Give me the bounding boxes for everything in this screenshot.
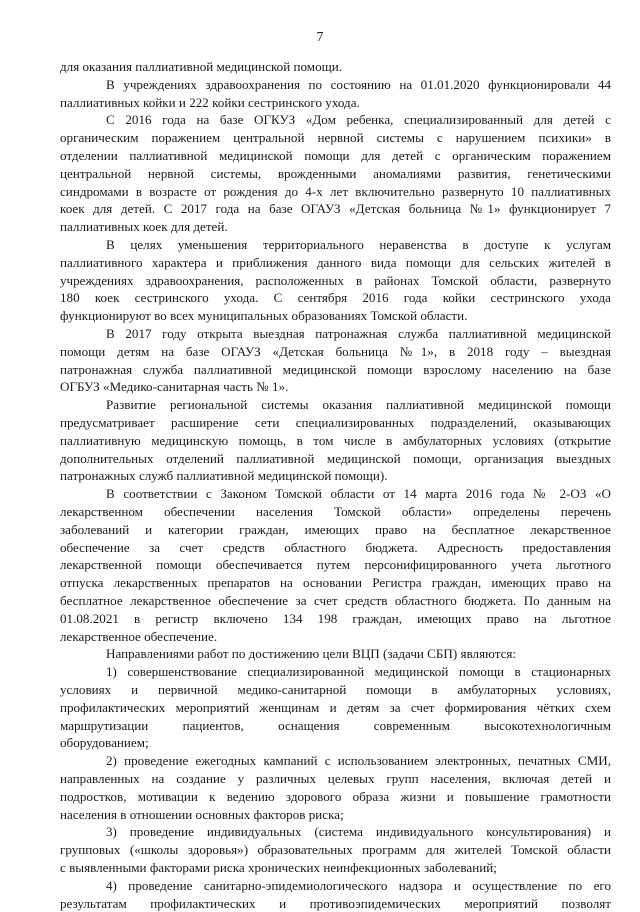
text-line: 2) проведение ежегодных кампаний с использованием электронных, печатных СМИ, [106,753,611,769]
text-line: В целях уменьшения территориального неравенства в доступе к услугам [106,237,611,252]
text-line: патронажная служба паллиативной медицинской помощи взрослому населению на базе [60,361,611,377]
text-line: подростков, мотивации к ведению здорового образа жизни и повышение грамотности [60,788,611,804]
text-line: маршрутизации пациентов, оснащения современным высокотехнологичным [60,717,611,733]
text-line: В соответствии с Законом Томской области от 14 марта 2016 года № 2-ОЗ «О [106,486,611,502]
text-line: 4) проведение санитарно-эпидемиологического надзора и осуществление по его [106,877,611,893]
text-line: паллиативного характера и приближения данного вида помощи для сельских жителей в [60,254,611,270]
text-line: 3) проведение индивидуальных (система индивидуального консультирования) и [106,824,611,840]
text-line: отпуска лекарственных препаратов на основании Регистра граждан, имеющих право на [60,575,611,591]
text-line: помощи детям на базе ОГАУЗ «Детская больница №1», в 2018 году – выездная [60,343,611,359]
text-line: для оказания паллиативной медицинской помощи. [60,59,342,74]
text-line: В 2017 году открыта выездная патронажная служба паллиативной медицинской [106,326,611,341]
text-line: направленных на создание у различных целевых групп населения, включая детей и [60,771,611,786]
text-line: профилактических мероприятий женщинам и детям за счет формирования чётких схем [60,699,611,715]
text-line: 1) совершенствование специализированной медицинской помощи в стационарных [106,664,611,680]
text-line: В учреждениях здравоохранения по состоянию на 01.01.2020 функционировали 44 [106,76,611,92]
text-line: коек для детей. С 2017 года на базе ОГАУЗ «Детская больница №1» функционирует 7 [60,201,611,217]
text-line: населения в отношении основных факторов риска; [60,806,344,822]
text-line: ОГБУЗ «Медико-санитарная часть № 1». [60,379,289,395]
text-line: результатам профилактических и противоэпидемических мероприятий позволят [60,895,611,911]
text-line: патронажных служб паллиативной медицинской помощи). [60,468,388,484]
text-line: паллиативную медицинскую помощь, в том числе в амбулаторных условиях (открытие [60,432,611,448]
text-line: учреждениях здравоохранения, расположенных в районах Томской области, развернуто [60,272,611,288]
text-line: Развитие региональной системы оказания паллиативной медицинской помощи [106,397,611,413]
page-number: 7 [316,30,324,45]
text-line: оборудованием; [60,735,149,751]
text-line: предусматривает расширение сети специализированных подразделений, оказывающих [60,415,611,430]
text-line: бесплатное лекарственное обеспечение за счет средств областного бюджета. По данным на [60,593,611,608]
text-line: обеспечение за счет средств областного бюджета. Адресность предоставления [60,539,611,555]
text-line: паллиативных койки и 222 койки сестринского ухода. [60,94,360,110]
text-line: групповых («школы здоровья») образовательных программ для жителей Томской области [60,842,611,858]
text-line: центральной нервной системы, врожденными аномалиями развития, генетическими [60,165,611,181]
text-line: 01.08.2021 в регистр включено 134 198 граждан, имеющих право на льготное [60,610,611,626]
text-line: лекарственное обеспечение. [60,628,218,644]
text-line: С 2016 года на базе ОГКУЗ «Дом ребенка, специализированный для детей с [106,112,611,128]
text-line: с выявленными факторами риска хронических неинфекционных заболеваний; [60,860,497,875]
text-line: 180 коек сестринского ухода. С сентября 2016 года койки сестринского ухода [60,290,611,306]
text-line: лекарственном обеспечении населения Томской области» определены перечень [60,504,611,519]
text-line: синдромами в возрасте от рождения до 4-х лет включительно развернуто 10 паллиативных [60,183,611,199]
text-line: дополнительных отделений паллиативной медицинской помощи, организация выездных [60,450,611,466]
text-line: заболеваний и категории граждан, имеющих право на бесплатное лекарственное [60,521,611,537]
text-line: отделении паллиативной медицинской помощи для детей с органическим поражением [60,148,611,163]
text-line: функционируют во всех муниципальных образованиях Томской области. [60,308,468,324]
text-line: условиях и первичной медико-санитарной помощи в амбулаторных условиях, [60,682,611,697]
text-line: паллиативных коек для детей. [60,219,228,235]
text-line: лекарственной помощи обеспечивается путем персонифицированного учета льготного [60,557,611,573]
text-line: Направлениями работ по достижению цели ВЦП (задачи СБП) являются: [106,646,517,662]
text-line: органическим поражением центральной нервной системы с нарушением психики» в [60,130,611,146]
